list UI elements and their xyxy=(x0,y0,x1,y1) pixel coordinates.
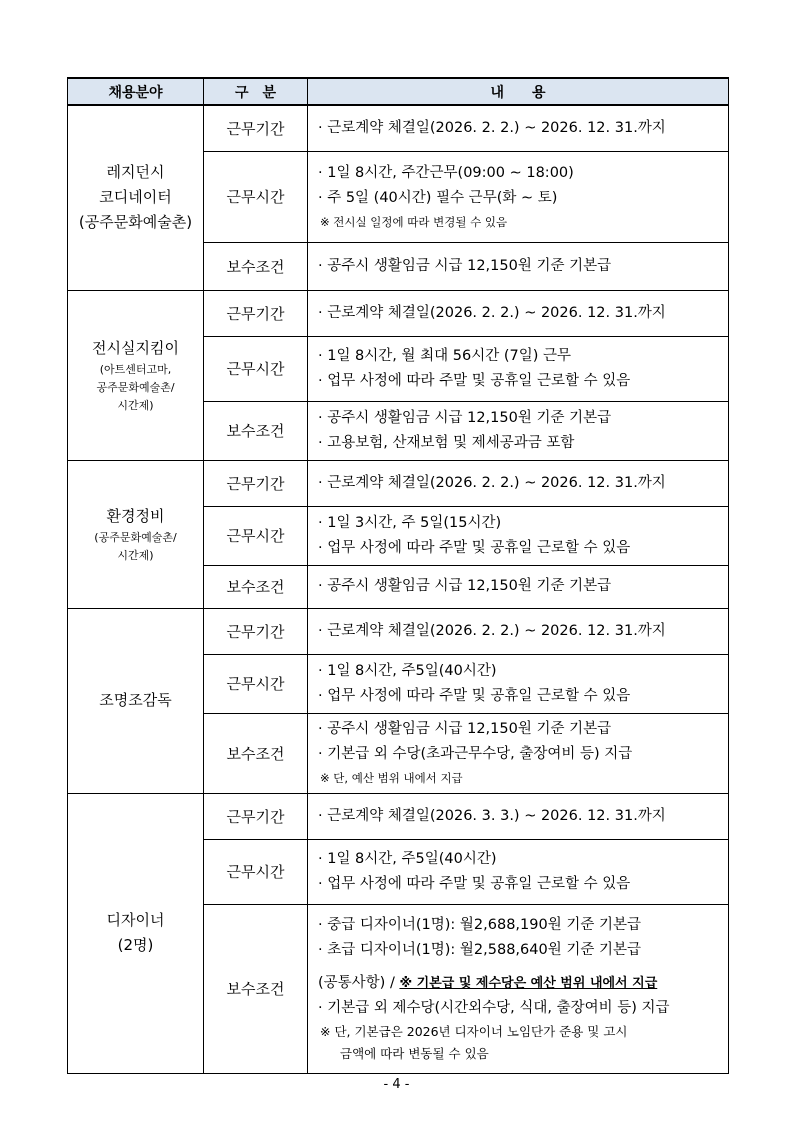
field-exhibition-guard: 전시실지킴이 (아트센터고마, 공주문화예술촌/ 시간제) xyxy=(68,290,204,460)
category-cell: 보수조건 xyxy=(204,565,308,608)
header-category: 구 분 xyxy=(204,78,308,105)
category-cell: 근무기간 xyxy=(204,460,308,506)
page-number: - 4 - xyxy=(383,1077,410,1092)
table-row xyxy=(68,608,729,654)
content-cell: · 1일 8시간, 월 최대 56시간 (7일) 근무 · 업무 사정에 따라 주말 및 공휴일 근로할 수 있음 xyxy=(308,336,729,401)
content-cell: · 공주시 생활임금 시급 12,150원 기준 기본급 · 기본급 외 수당(초과근무수당, 출장여비 등) 지급 ※ 단, 예산 범위 내에서 지급 xyxy=(308,713,729,793)
category-cell: 보수조건 xyxy=(204,401,308,460)
content-cell: · 근로계약 체결일(2026. 2. 2.) ~ 2026. 12. 31.까지 xyxy=(308,460,729,506)
field-residency-coordinator: 레지던시 코디네이터 (공주문화예술촌) xyxy=(68,105,204,290)
table-row xyxy=(68,793,729,839)
header-content: 내 용 xyxy=(308,78,729,105)
category-cell: 근무기간 xyxy=(204,105,308,151)
content-cell: · 중급 디자이너(1명): 월2,688,190원 기준 기본급 · 초급 디자이너(1명): 월2,588,640원 기준 기본급 (공통사항) / ※ 기본급 및 제수당은 예산 범위 내에서 지급 · 기본급 외 제수당(시간외수당, 식대, 출장여비 등) 지급 ※ 단, 기본급은 2026년 디자이너 노임단가 준용 및 고시 금액에 따라 변동될 수 있음 xyxy=(308,904,729,1073)
category-cell: 보수조건 xyxy=(204,242,308,290)
content-cell: · 근로계약 체결일(2026. 2. 2.) ~ 2026. 12. 31.까지 xyxy=(308,290,729,336)
category-cell: 근무시간 xyxy=(204,506,308,565)
category-cell: 근무시간 xyxy=(204,654,308,713)
category-cell: 근무기간 xyxy=(204,608,308,654)
note-text: ※ 단, 예산 범위 내에서 지급 xyxy=(320,771,463,785)
content-cell: · 1일 8시간, 주5일(40시간) · 업무 사정에 따라 주말 및 공휴일 근로할 수 있음 xyxy=(308,654,729,713)
field-environment-maintenance: 환경정비 (공주문화예술촌/ 시간제) xyxy=(68,460,204,608)
category-cell: 근무시간 xyxy=(204,839,308,904)
content-cell: · 1일 8시간, 주5일(40시간) · 업무 사정에 따라 주말 및 공휴일 근로할 수 있음 xyxy=(308,839,729,904)
category-cell: 근무기간 xyxy=(204,793,308,839)
content-cell: · 근로계약 체결일(2026. 3. 3.) ~ 2026. 12. 31.까지 xyxy=(308,793,729,839)
note-text: ※ 전시실 일정에 따라 변경될 수 있음 xyxy=(320,214,508,229)
content-cell: · 공주시 생활임금 시급 12,150원 기준 기본급 xyxy=(308,565,729,608)
table-row xyxy=(68,460,729,506)
table-header-row xyxy=(68,78,729,105)
field-designer: 디자이너 (2명) xyxy=(68,793,204,1073)
category-cell: 근무시간 xyxy=(204,336,308,401)
content-cell: · 공주시 생활임금 시급 12,150원 기준 기본급 xyxy=(308,242,729,290)
emphasized-notice: ※ 기본급 및 제수당은 예산 범위 내에서 지급 xyxy=(399,975,658,991)
content-cell: · 근로계약 체결일(2026. 2. 2.) ~ 2026. 12. 31.까지 xyxy=(308,608,729,654)
note-text-continued: 금액에 따라 변동될 수 있음 xyxy=(340,1045,489,1061)
table-row xyxy=(68,105,729,151)
common-notice: (공통사항) / ※ 기본급 및 제수당은 예산 범위 내에서 지급 xyxy=(318,974,658,991)
category-cell: 근무기간 xyxy=(204,290,308,336)
recruitment-table xyxy=(67,77,729,1074)
content-cell: · 1일 8시간, 주간근무(09:00 ∼ 18:00) · 주 5일 (40시간) 필수 근무(화 ∼ 토) ※ 전시실 일정에 따라 변경될 수 있음 xyxy=(308,151,729,242)
header-field: 채용분야 xyxy=(68,78,204,105)
category-cell: 보수조건 xyxy=(204,713,308,793)
table-row xyxy=(68,290,729,336)
field-lighting-assistant-director: 조명조감독 xyxy=(68,608,204,793)
category-cell: 보수조건 xyxy=(204,904,308,1073)
note-text: ※ 단, 기본급은 2026년 디자이너 노임단가 준용 및 고시 xyxy=(320,1023,628,1039)
content-cell: · 공주시 생활임금 시급 12,150원 기준 기본급 · 고용보험, 산재보험 및 제세공과금 포함 xyxy=(308,401,729,460)
content-cell: · 근로계약 체결일(2026. 2. 2.) ~ 2026. 12. 31.까지 xyxy=(308,105,729,151)
content-cell: · 1일 3시간, 주 5일(15시간) · 업무 사정에 따라 주말 및 공휴일 근로할 수 있음 xyxy=(308,506,729,565)
category-cell: 근무시간 xyxy=(204,151,308,242)
